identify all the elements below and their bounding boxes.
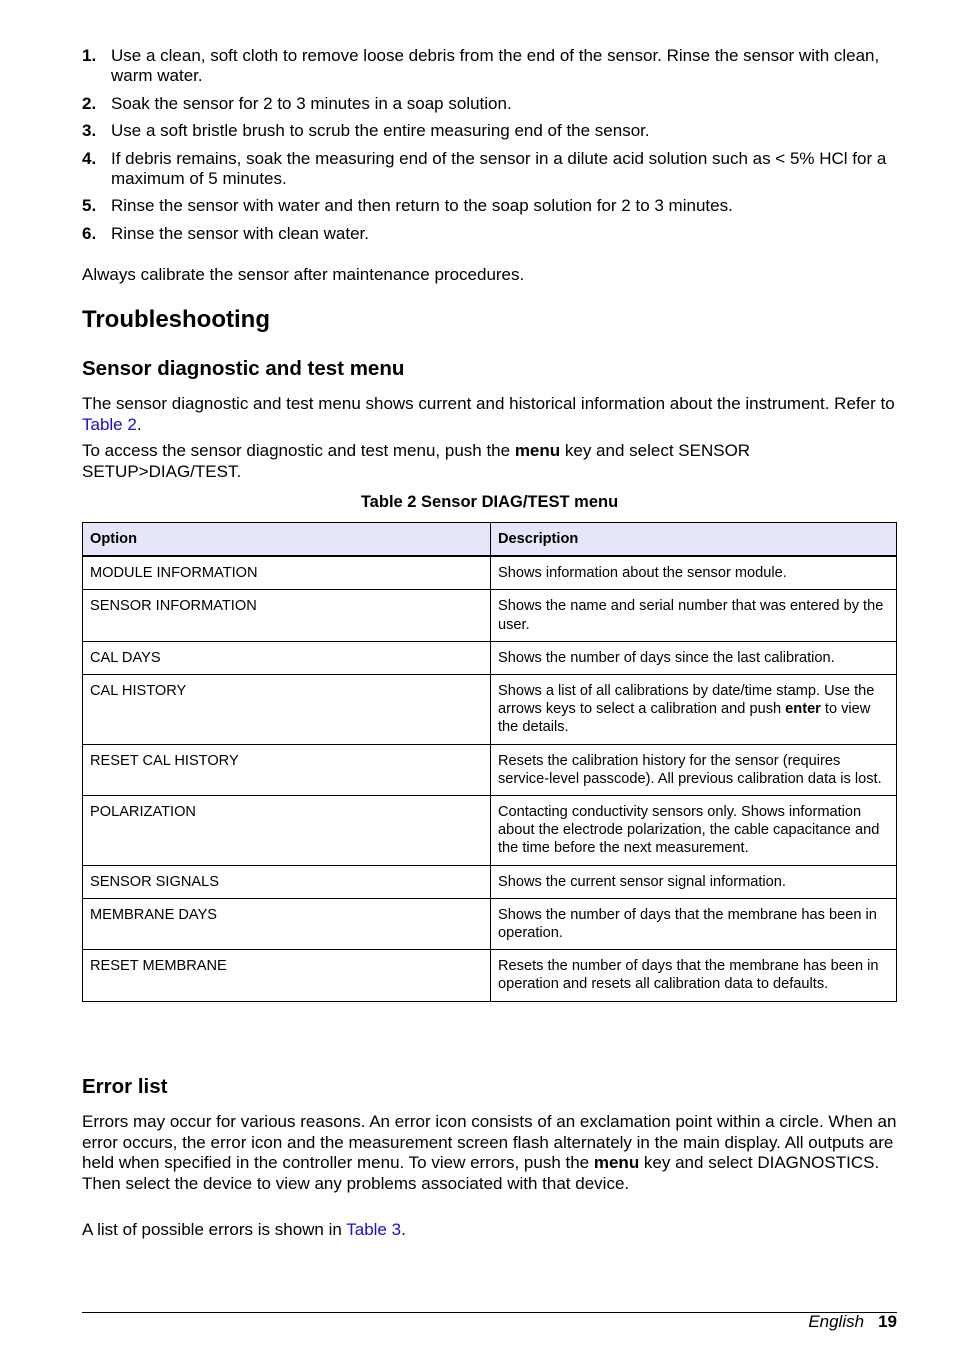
table-3-link[interactable]: Table 3: [346, 1220, 402, 1239]
diag-test-table: [82, 522, 897, 1002]
step-text: Rinse the sensor with clean water.: [111, 223, 369, 243]
table-row: [83, 950, 897, 1001]
section-title: Troubleshooting: [82, 306, 270, 333]
paragraph-text: .: [136, 414, 142, 434]
calibrate-note: Always calibrate the sensor after maintenance procedures.: [82, 265, 525, 284]
table-row: [83, 898, 897, 949]
step-number: 2.: [82, 93, 97, 113]
description-cell: Shows information about the sensor module.: [491, 556, 897, 590]
step-number: 3.: [82, 121, 97, 140]
description-cell: Resets the calibration history for the sensor (requires service-level passcode). All previous calibration data is lost.: [491, 744, 897, 795]
paragraph-text: A list of possible errors is shown in: [82, 1220, 347, 1239]
error-list-paragraph: [82, 1112, 897, 1194]
table-row: [83, 641, 897, 674]
option-cell: POLARIZATION: [83, 796, 491, 866]
description-text: to view the details.: [498, 701, 871, 736]
diag-intro-paragraph: [82, 394, 897, 435]
option-cell: MODULE INFORMATION: [83, 556, 491, 590]
paragraph-text: To access the sensor diagnostic and test menu, push the: [82, 441, 515, 460]
paragraph-text: key and select DIAGNOSTICS. Then select the device to view any problems associated with that device.: [82, 1153, 880, 1193]
description-cell: Shows the name and serial number that was entered by the user.: [491, 590, 897, 641]
diag-access-paragraph: [82, 441, 897, 482]
table-row: [83, 590, 897, 641]
option-cell: SENSOR SIGNALS: [83, 865, 491, 898]
step-text: Use a soft bristle brush to scrub the entire measuring end of the sensor.: [111, 121, 650, 140]
step-text: Rinse the sensor with water and then return to the soap solution for 2 to 3 minutes.: [111, 196, 733, 215]
table-row: [83, 865, 897, 898]
page-footer: [808, 1311, 897, 1333]
footer-divider: [82, 1312, 897, 1313]
column-header-option: Option: [83, 523, 491, 557]
list-item: [82, 46, 897, 86]
option-cell: CAL HISTORY: [83, 675, 491, 745]
table-row: [83, 796, 897, 866]
table-row: [83, 744, 897, 795]
maintenance-steps: [82, 46, 897, 251]
description-text: Shows a list of all calibrations by date/time stamp. Use the arrows keys to select a calibration and push: [498, 683, 875, 718]
step-text: Soak the sensor for 2 to 3 minutes in a soap solution.: [111, 93, 512, 113]
description-cell: [491, 675, 897, 745]
step-text: Use a clean, soft cloth to remove loose debris from the end of the sensor. Rinse the sensor with clean, warm water.: [111, 46, 880, 85]
description-cell: Shows the number of days that the membrane has been in operation.: [491, 898, 897, 949]
step-number: 4.: [82, 148, 97, 168]
paragraph-text: key and select SENSOR SETUP>DIAG/TEST.: [82, 441, 751, 481]
option-cell: MEMBRANE DAYS: [83, 898, 491, 949]
list-item: [82, 121, 897, 141]
description-cell: Shows the number of days since the last calibration.: [491, 641, 897, 674]
step-number: 6.: [82, 223, 97, 243]
error-table-reference: [82, 1220, 897, 1241]
list-item: [82, 196, 897, 216]
description-cell: Shows the current sensor signal information.: [491, 865, 897, 898]
diag-heading: Sensor diagnostic and test menu: [82, 357, 405, 380]
error-list-heading: Error list: [82, 1075, 168, 1098]
paragraph-text: The sensor diagnostic and test menu shows current and historical information about the instrument. Refer to: [82, 394, 895, 413]
table-row: [83, 675, 897, 745]
column-header-description: Description: [491, 523, 897, 557]
option-cell: RESET MEMBRANE: [83, 950, 491, 1001]
step-number: 5.: [82, 196, 97, 215]
page-number: 19: [878, 1312, 897, 1331]
table-caption: Table 2 Sensor DIAG/TEST menu: [360, 493, 619, 511]
paragraph-text: Errors may occur for various reasons. An error icon consists of an exclamation point within a circle. When an error occurs, the error icon and the measurement screen flash alternately in the main display. All outputs are held when specified in the controller menu. To view errors, push the: [82, 1112, 897, 1172]
option-cell: RESET CAL HISTORY: [83, 744, 491, 795]
description-cell: Contacting conductivity sensors only. Shows information about the electrode polarization, the cable capacitance and the time before the next measurement.: [491, 796, 897, 866]
step-number: 1.: [82, 46, 97, 65]
enter-key: enter: [785, 701, 821, 718]
paragraph-text: .: [401, 1220, 406, 1239]
table-2-link[interactable]: Table 2: [82, 414, 137, 434]
table-row: [83, 556, 897, 590]
footer-language: English: [808, 1312, 865, 1331]
step-text: If debris remains, soak the measuring end of the sensor in a dilute acid solution such as < 5% HCl for a maximum of 5 minutes.: [111, 148, 887, 188]
list-item: [82, 149, 897, 189]
table-header-row: [83, 523, 897, 557]
list-item: [82, 224, 897, 244]
menu-key: menu: [514, 441, 561, 460]
option-cell: CAL DAYS: [83, 641, 491, 674]
option-cell: SENSOR INFORMATION: [83, 590, 491, 641]
list-item: [82, 94, 897, 114]
description-cell: Resets the number of days that the membrane has been in operation and resets all calibration data to defaults.: [491, 950, 897, 1001]
menu-key: menu: [593, 1153, 640, 1172]
